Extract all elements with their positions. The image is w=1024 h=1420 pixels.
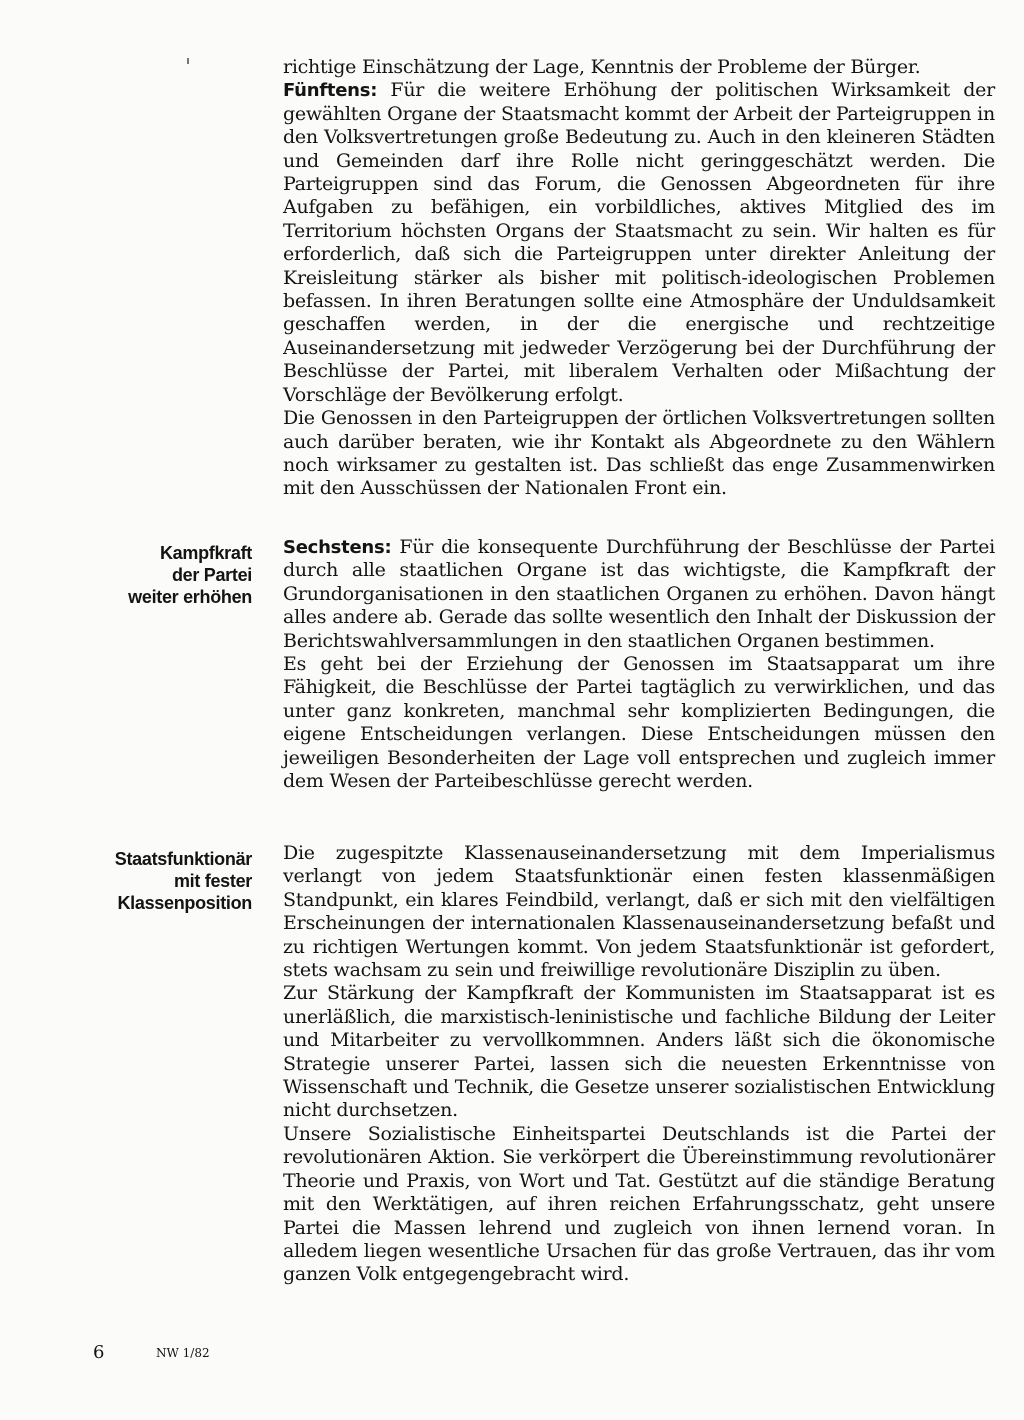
margin-heading-line: mit fester xyxy=(173,871,252,891)
paragraph-body: Für die konsequente Durchführung der Beschlüsse der Partei durch alle staatlichen Organe ist das wichtigste, die Kampfkraft der Grundorganisationen in den staatlichen Organen zu erhöhen. Davon hängt alles andere ab. Gerade das sollte wesentlich den Inhalt der Diskussion der Berichtswahlversammlungen in den staatlichen Organen bestimmen. xyxy=(283,536,995,652)
paragraph: Es geht bei der Erziehung der Genossen im Staatsapparat um ihre Fähigkeit, die Beschlüsse der Partei tagtäglich zu verwirklichen, und das unter ganz konkreten, manchmal sehr komplizierten Bedingungen, die eigene Entscheidungen verlangen. Diese Entscheidungen müssen den jeweiligen Besonderheiten der Lage voll entsprechen und zugleich immer dem Wesen der Parteibeschlüsse gerecht werden. xyxy=(283,653,995,793)
paragraph: Die zugespitzte Klassenauseinandersetzung mit dem Imperialismus verlangt von jedem Staatsfunktionär einen festen klassenmäßigen Standpunkt, ein klares Feindbild, verlangt, daß er sich mit den vielfältigen Erscheinungen der internationalen Klassenauseinandersetzung befaßt und zu richtigen Wertungen kommt. Von jedem Staatsfunktionär ist gefordert, stets wachsam zu sein und freiwillige revolutionäre Disziplin zu üben. xyxy=(283,842,995,982)
paragraph-body: Für die weitere Erhöhung der politischen Wirksamkeit der gewählten Organe der Staatsmacht kommt der Arbeit der Parteigruppen in den Volksvertretungen große Bedeutung zu. Auch in den kleineren Städten und Gemeinden darf ihre Rolle nicht geringgeschätzt werden. Die Parteigruppen sind das Forum, die Genossen Abgeordneten für ihre Aufgaben zu befähigen, ein vorbildliches, aktives Mitglied des im Territorium höchsten Organs der Staatsmacht zu sein. Wir halten es für erforderlich, daß sich die Parteigruppen unter direkter Anleitung der Kreisleitung stärker als bisher mit politisch-ideologischen Problemen befassen. In ihren Beratungen sollte eine Atmosphäre der Unduldsamkeit geschaffen werden, in der die energische und rechtzeitige Auseinandersetzung mit jedweder Verzögerung bei der Durchführung der Beschlüsse der Partei, mit liberalem Verhalten oder Mißachtung der Vorschläge der Bevölkerung erfolgt. xyxy=(283,79,995,406)
paragraph xyxy=(283,536,995,653)
margin-heading-line: Klassenposition xyxy=(117,893,252,913)
paragraph: richtige Einschätzung der Lage, Kenntnis der Probleme der Bürger. xyxy=(283,56,921,78)
text-block-1 xyxy=(283,56,995,501)
paragraph-lead: Sechstens: xyxy=(283,537,392,558)
paragraph: Zur Stärkung der Kampfkraft der Kommunisten im Staatsapparat ist es unerläßlich, die marxistisch-leninistische und fachliche Bildung der Leiter und Mitarbeiter zu vervollkommnen. Anders läßt sich die ökonomische Strategie unserer Partei, lassen sich die neuesten Erkenntnisse von Wissenschaft und Technik, die Gesetze unserer sozialistischen Entwicklung nicht durchsetzen. xyxy=(283,982,995,1122)
paragraph: Die Genossen in den Parteigruppen der örtlichen Volksvertretungen sollten auch darüber beraten, wie ihr Kontakt als Abgeordnete zu den Wählern noch wirksamer zu gestalten ist. Das schließt das enge Zusammenwirken mit den Ausschüssen der Nationalen Front ein. xyxy=(283,407,995,500)
margin-heading-kampfkraft xyxy=(92,542,252,608)
text-block-2 xyxy=(283,536,995,793)
margin-heading-staatsfunktionaer xyxy=(92,848,252,914)
issue-label: NW 1/82 xyxy=(156,1346,210,1360)
paragraph-lead: Fünftens: xyxy=(283,80,378,102)
paragraph: Unsere Sozialistische Einheitspartei Deutschlands ist die Partei der revolutionären Aktion. Sie verkörpert die Übereinstimmung revolutionärer Theorie und Praxis, von Wort und Tat. Gestützt auf die ständige Beratung mit den Werktätigen, auf ihren reichen Erfahrungsschatz, geht unsere Partei die Massen lehrend und zugleich von ihnen lernend voran. In alledem liegen wesentliche Ursachen für das große Vertrauen, das ihr vom ganzen Volk entgegengebracht wird. xyxy=(283,1122,995,1286)
margin-heading-line: Staatsfunktionär xyxy=(114,849,252,869)
paragraph xyxy=(283,79,995,407)
page-number: 6 xyxy=(93,1342,105,1363)
margin-heading-line: der Partei xyxy=(171,565,252,585)
margin-heading-line: Kampfkraft xyxy=(159,543,252,563)
margin-heading-line: weiter erhöhen xyxy=(128,587,252,607)
scan-speck xyxy=(187,58,189,64)
text-block-3 xyxy=(283,842,995,1287)
